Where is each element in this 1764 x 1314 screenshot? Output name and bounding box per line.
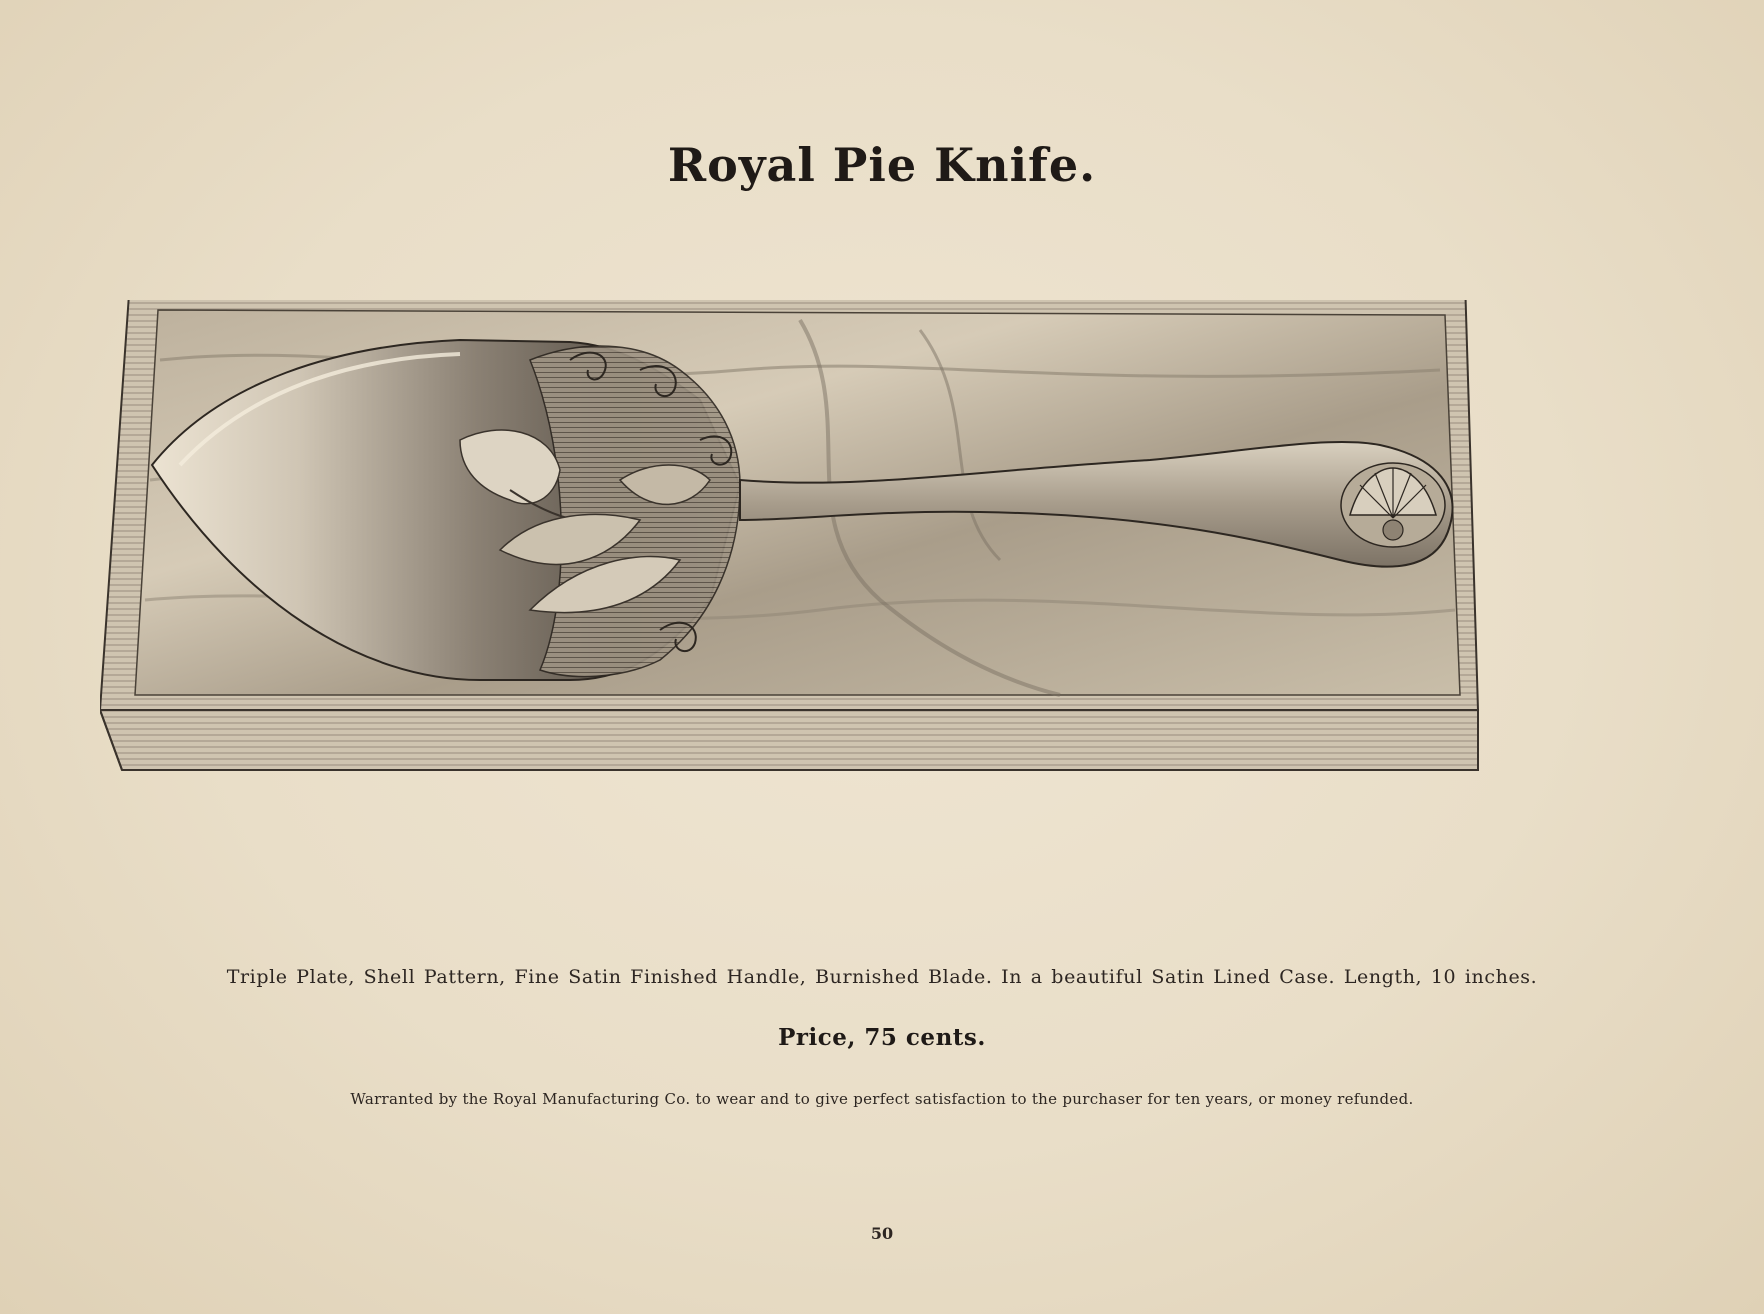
page-number: 50 — [870, 1224, 894, 1243]
shell-ornament — [1341, 463, 1445, 547]
pie-knife-illustration — [100, 300, 1660, 870]
product-description: Triple Plate, Shell Pattern, Fine Satin Finished Handle, Burnished Blade. In a beautiful Satin Lined Case. Length, 10 inches. — [226, 966, 1538, 988]
page-title: Royal Pie Knife. — [667, 138, 1097, 192]
product-price: Price, 75 cents. — [778, 1024, 986, 1051]
warranty-statement: Warranted by the Royal Manufacturing Co. to wear and to give perfect satisfaction to the purchaser for ten years, or money refunded. — [350, 1090, 1414, 1108]
